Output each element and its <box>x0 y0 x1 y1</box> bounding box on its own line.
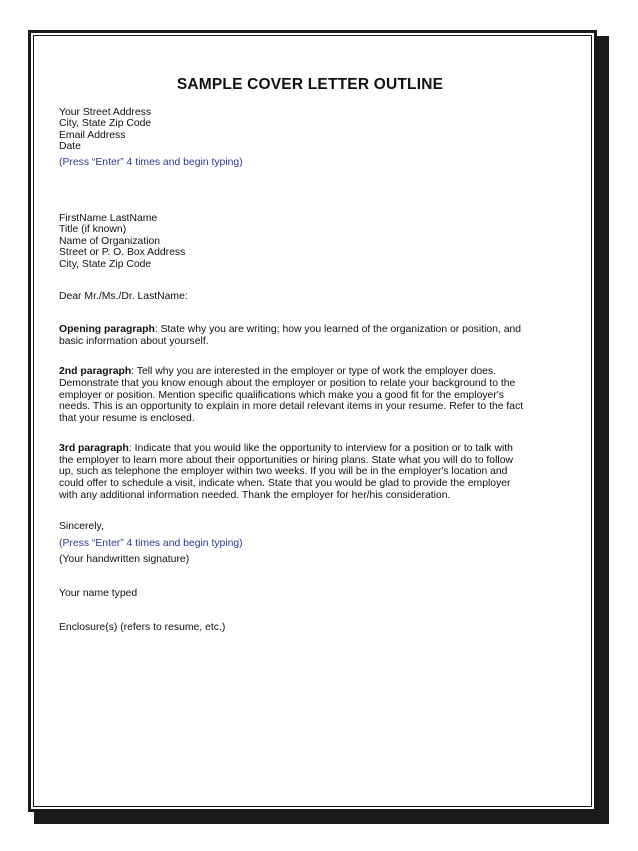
sender-email: Email Address <box>59 129 126 141</box>
paragraph-text: that your resume is enclosed. <box>59 412 195 424</box>
paragraph-label: 2nd paragraph <box>59 366 132 378</box>
paragraph-text: : Indicate that you would like the opportunity to interview for a position or to talk with <box>128 443 513 455</box>
page-title: SAMPLE COVER LETTER OUTLINE <box>176 76 444 93</box>
recipient-street: Street or P. O. Box Address <box>59 247 186 259</box>
enter-hint-bottom: (Press “Enter” 4 times and begin typing) <box>59 537 243 549</box>
paragraph-label: 3rd paragraph <box>59 443 129 455</box>
enter-hint-top: (Press “Enter” 4 times and begin typing) <box>59 156 243 168</box>
recipient-block <box>59 213 569 271</box>
third-paragraph <box>59 443 569 501</box>
paragraph-text: Demonstrate that you know enough about the employer or position to relate your background to the <box>59 377 516 389</box>
recipient-name: FirstName LastName <box>59 212 158 224</box>
recipient-city: City, State Zip Code <box>59 258 152 270</box>
sender-city: City, State Zip Code <box>59 118 152 130</box>
sender-date: Date <box>59 141 81 153</box>
paragraph-text: with any additional information needed. Thank the employer for her/his consideration. <box>59 489 451 501</box>
sender-street: Your Street Address <box>59 106 152 118</box>
salutation: Dear Mr./Ms./Dr. LastName: <box>59 290 188 302</box>
paragraph-text: up, such as telephone the employer within two weeks. If you will be in the employer's location and <box>59 466 508 478</box>
paragraph-label: Opening paragraph <box>59 324 155 336</box>
second-paragraph <box>59 366 569 424</box>
closing: Sincerely, <box>59 521 104 533</box>
paragraph-text: could offer to schedule a visit, indicate when. State that you would be glad to provide the employer <box>59 478 511 490</box>
signature-placeholder: (Your handwritten signature) <box>59 554 190 566</box>
paragraph-text: basic information about yourself. <box>59 335 209 347</box>
letter-content <box>59 76 569 633</box>
paragraph-text: employer or position. Mention specific qualifications which make you a good fit for the employer's <box>59 389 504 401</box>
sender-block <box>59 107 569 153</box>
recipient-title: Title (if known) <box>59 224 127 236</box>
paragraph-text: the employer to learn more about their opportunities or hiring plans. State what you will do to follow <box>59 454 513 466</box>
opening-paragraph <box>59 324 569 347</box>
typed-name: Your name typed <box>59 588 138 600</box>
paragraph-text: : State why you are writing; how you learned of the organization or position, and <box>154 324 522 336</box>
enclosure-note: Enclosure(s) (refers to resume, etc.) <box>59 621 226 633</box>
document-page <box>28 30 597 812</box>
paragraph-text: needs. This is an opportunity to explain in more detail relevant items in your resume. Refer to the fact <box>59 401 524 413</box>
recipient-organization: Name of Organization <box>59 235 161 247</box>
paragraph-text: : Tell why you are interested in the employer or type of work the employer does. <box>131 366 496 378</box>
